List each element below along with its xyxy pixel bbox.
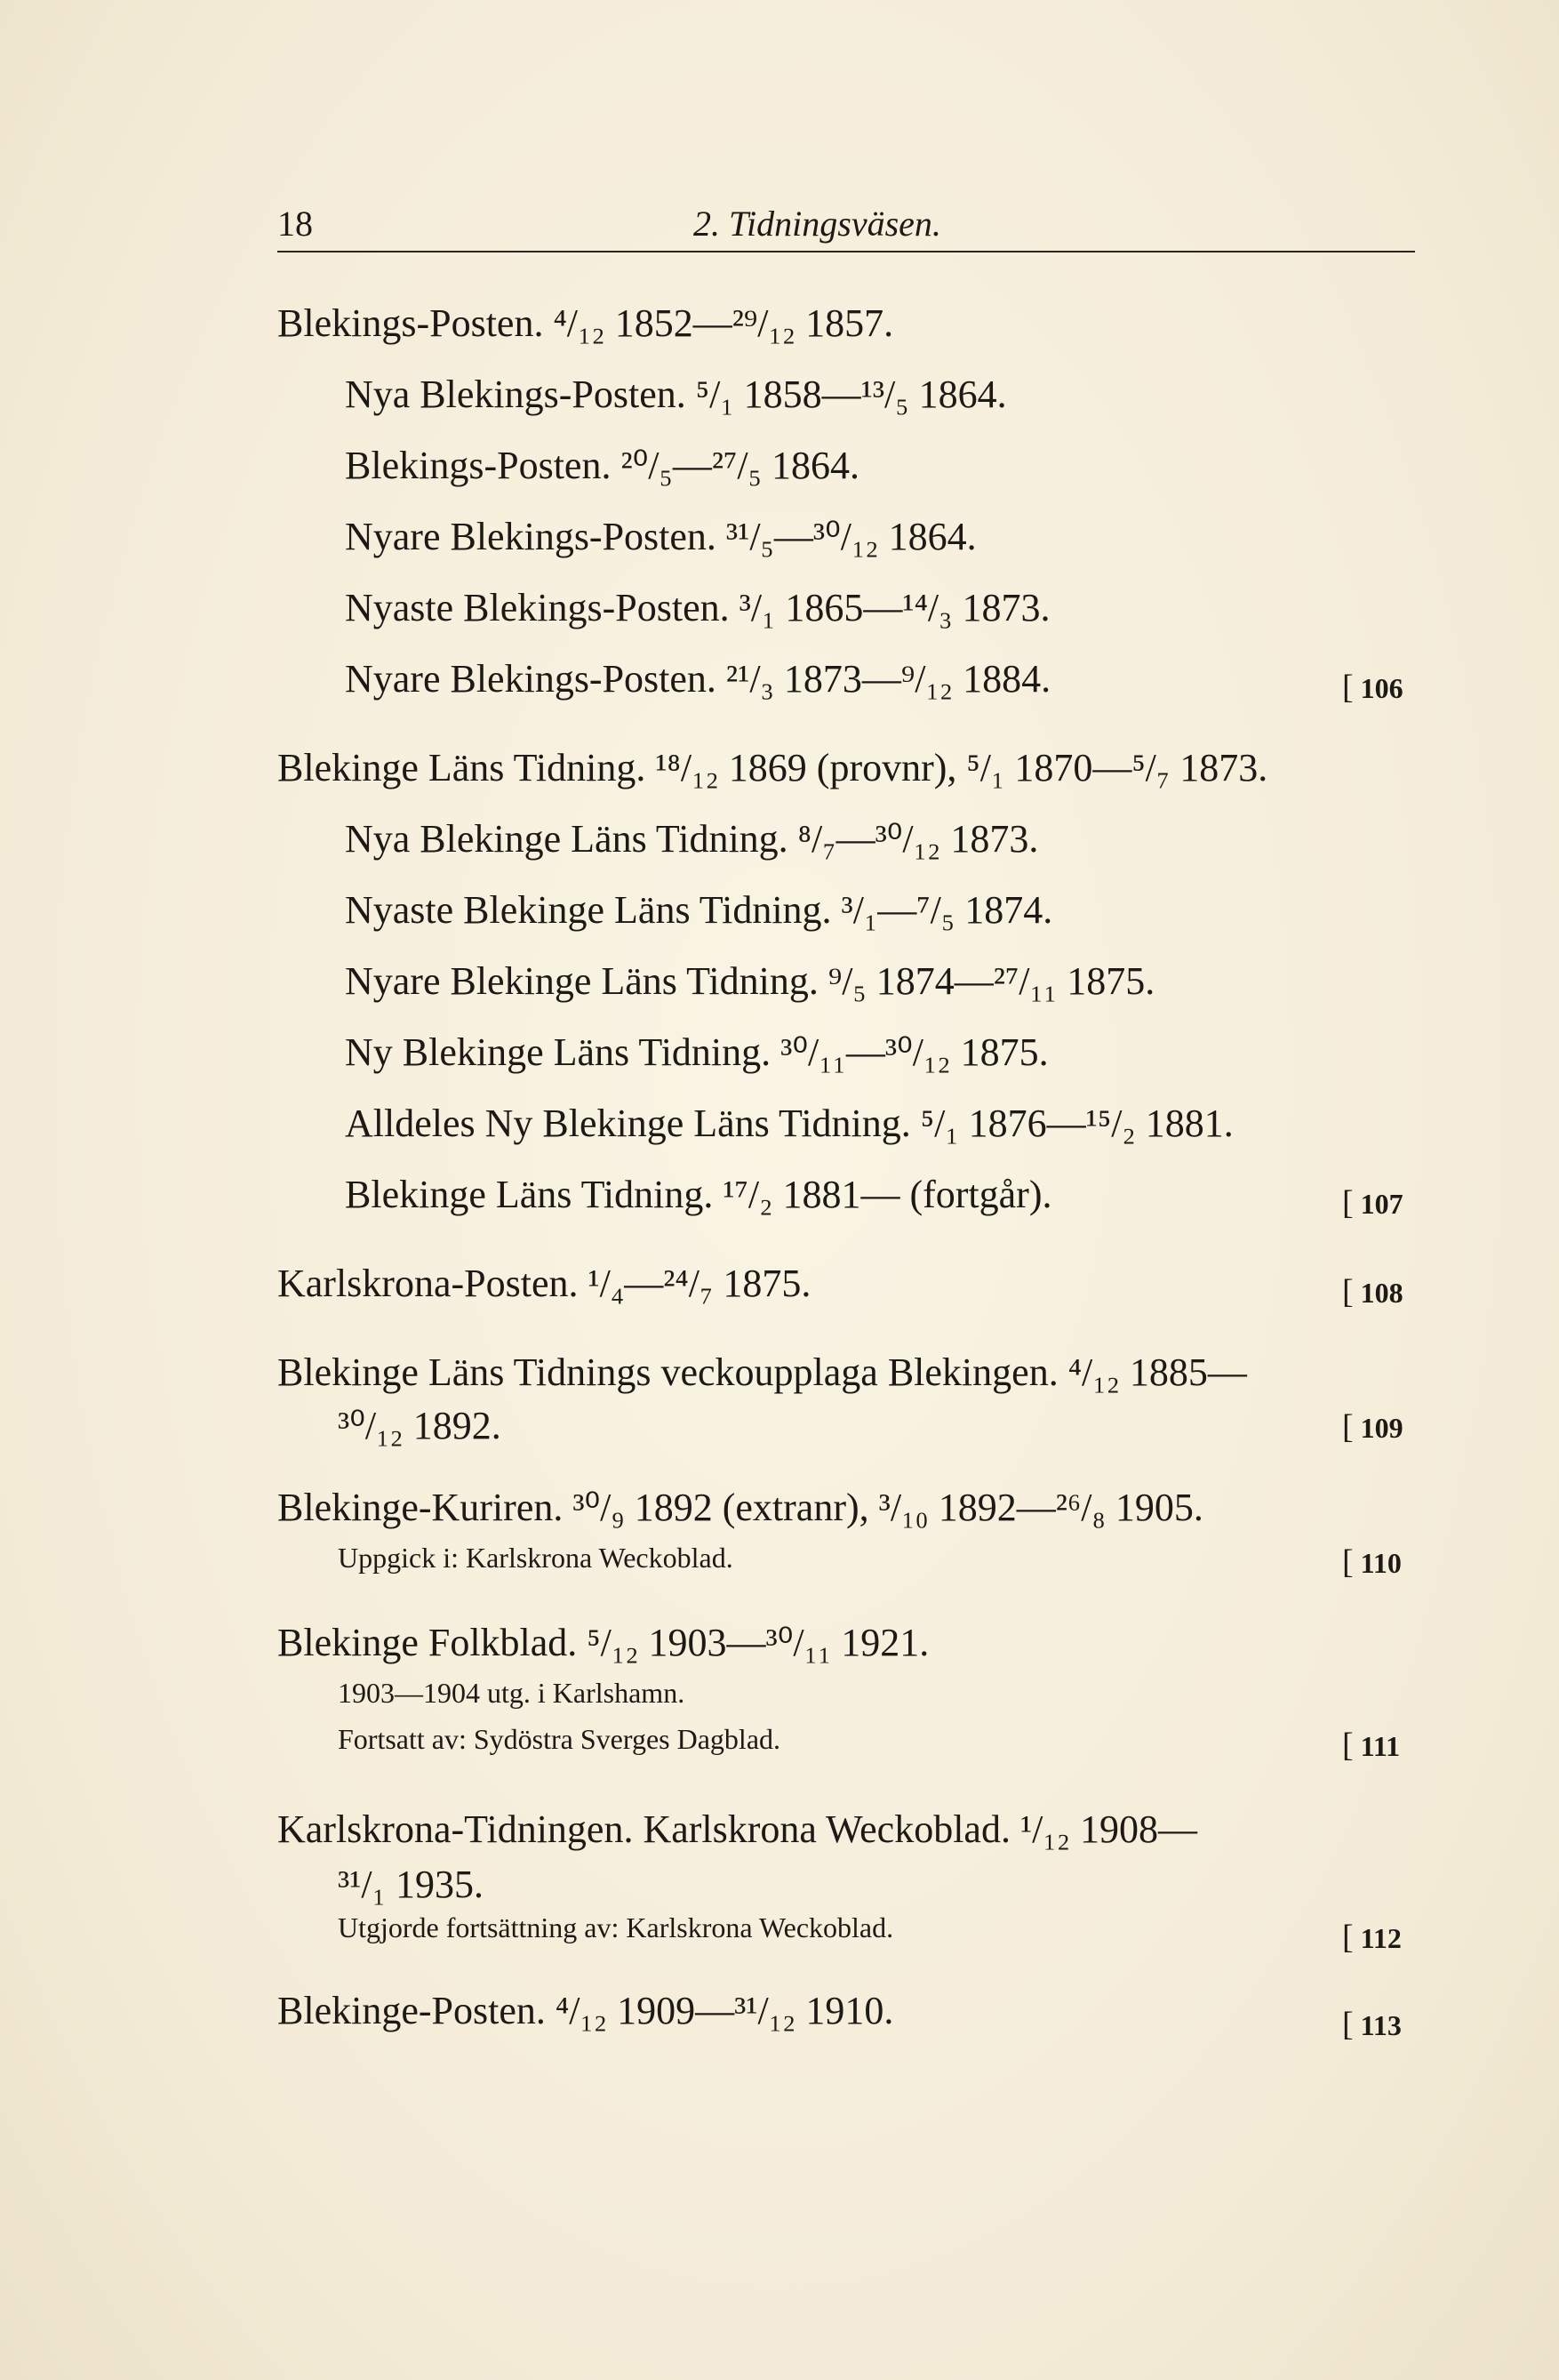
- reference-number: [ 112: [1342, 1919, 1402, 1956]
- entry-line: Blekinge Läns Tidning. ¹⁷/₂ 1881— (fortgår).: [345, 1173, 1052, 1216]
- reference-number: [ 113: [1342, 2006, 1402, 2043]
- entry-line: Karlskrona-Posten. ¹/₄—²⁴/₇ 1875.: [277, 1262, 811, 1305]
- entry-line: Nyaste Blekings-Posten. ³/₁ 1865—¹⁴/₃ 1873.: [345, 586, 1051, 629]
- entry-line: Nyaste Blekinge Läns Tidning. ³/₁—⁷/₅ 1874.: [345, 888, 1053, 932]
- entry-line: Nyare Blekings-Posten. ³¹/₅—³⁰/₁₂ 1864.: [345, 515, 977, 558]
- entry-line: Karlskrona-Tidningen. Karlskrona Weckoblad. ¹/₁₂ 1908—: [277, 1807, 1198, 1851]
- reference-number: [ 110: [1342, 1543, 1402, 1581]
- entry-line: Blekinge Folkblad. ⁵/₁₂ 1903—³⁰/₁₁ 1921.: [277, 1621, 930, 1664]
- entry-line: Blekinge-Kuriren. ³⁰/₉ 1892 (extranr), ³/₁₀ 1892—²⁶/₈ 1905.: [277, 1486, 1203, 1529]
- entry-note: Utgjorde fortsättning av: Karlskrona Weckoblad.: [338, 1911, 894, 1943]
- running-title: 2. Tidningsväsen.: [693, 204, 941, 244]
- entry-line: Alldeles Ny Blekinge Läns Tidning. ⁵/₁ 1876—¹⁵/₂ 1881.: [345, 1102, 1234, 1145]
- header-rule: [277, 251, 1415, 252]
- entry-line: Nya Blekinge Läns Tidning. ⁸/₇—³⁰/₁₂ 1873.: [345, 817, 1039, 861]
- entry-line: Nyare Blekinge Läns Tidning. ⁹/₅ 1874—²⁷/₁₁ 1875.: [345, 959, 1155, 1003]
- entry-line: Nya Blekings-Posten. ⁵/₁ 1858—¹³/₅ 1864.: [345, 373, 1007, 416]
- entry-line: Blekings-Posten. ⁴/₁₂ 1852—²⁹/₁₂ 1857.: [277, 301, 894, 345]
- entry-line: Blekinge-Posten. ⁴/₁₂ 1909—³¹/₁₂ 1910.: [277, 1989, 894, 2032]
- reference-number: [ 111: [1342, 1727, 1401, 1764]
- entry-line: ³⁰/₁₂ 1892.: [338, 1404, 501, 1447]
- entry-line: Ny Blekinge Läns Tidning. ³⁰/₁₁—³⁰/₁₂ 1875.: [345, 1030, 1049, 1074]
- page-number: 18: [277, 204, 313, 244]
- entry-line: ³¹/₁ 1935.: [338, 1863, 484, 1906]
- reference-number: [ 107: [1342, 1184, 1403, 1222]
- entry-line: Blekinge Läns Tidning. ¹⁸/₁₂ 1869 (provnr), ⁵/₁ 1870—⁵/₇ 1873.: [277, 746, 1268, 789]
- entry-note: Uppgick i: Karlskrona Weckoblad.: [338, 1542, 733, 1574]
- entry-line: Blekinge Läns Tidnings veckoupplaga Blekingen. ⁴/₁₂ 1885—: [277, 1350, 1247, 1394]
- reference-number: [ 108: [1342, 1273, 1403, 1310]
- entry-note: 1903—1904 utg. i Karlshamn.: [338, 1677, 685, 1709]
- page-header: [277, 197, 1413, 251]
- reference-number: [ 109: [1342, 1408, 1403, 1446]
- entry-line: Nyare Blekings-Posten. ²¹/₃ 1873—⁹/₁₂ 1884.: [345, 657, 1051, 701]
- entry-note: Fortsatt av: Sydöstra Sverges Dagblad.: [338, 1723, 781, 1755]
- entry-line: Blekings-Posten. ²⁰/₅—²⁷/₅ 1864.: [345, 444, 859, 487]
- reference-number: [ 106: [1342, 669, 1403, 706]
